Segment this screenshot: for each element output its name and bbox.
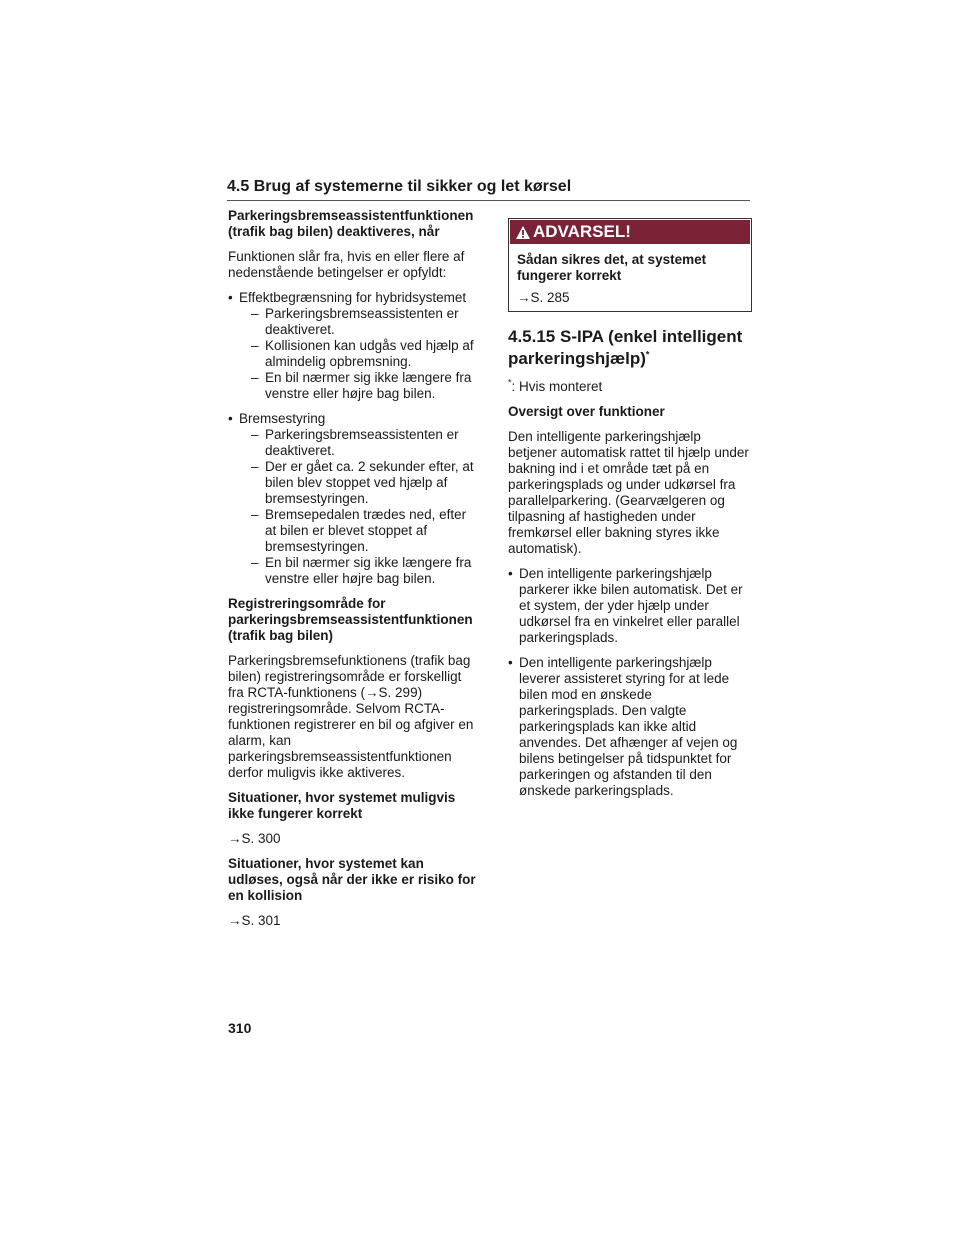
sub-list <box>239 306 476 402</box>
footnote: *: Hvis monteret <box>508 377 603 394</box>
list-item <box>228 290 476 402</box>
list-item: – Parkeringsbremseassistenten er deaktiveret. <box>251 427 476 459</box>
warning-triangle-icon <box>515 225 531 240</box>
list-item: – Parkeringsbremseassistenten er deaktiveret. <box>251 306 476 338</box>
section-title: 4.5.15 S-IPA (enkel intelligent parkeringshjælp)* <box>508 327 743 368</box>
list-item: • Den intelligente parkeringshjælp parkerer ikke bilen automatisk. Det er et system, der yder hjælp under udkørsel fra en vinkelret eller parallel parkeringsplads. <box>508 566 752 646</box>
list-item: – Bremsepedalen trædes ned, efter at bilen er blevet stoppet af bremsestyringen. <box>251 507 476 555</box>
warning-body <box>509 245 751 311</box>
list-item: – Der er gået ca. 2 sekunder efter, at bilen blev stoppet ved hjælp af bremsestyringen. <box>251 459 476 507</box>
section-header: 4.5 Brug af systemerne til sikker og let kørsel <box>227 178 750 201</box>
list-item <box>228 411 476 587</box>
page-reference-link[interactable]: →S. 285 <box>517 290 570 305</box>
heading-overview: Oversigt over funktioner <box>508 404 665 419</box>
heading-detection-range: Registreringsområde for parkeringsbremseassistentfunktionen (trafik bag bilen) <box>228 596 473 643</box>
bullet-label: Effektbegrænsning for hybridsystemet <box>239 290 467 305</box>
footnote-marker: * <box>508 377 512 388</box>
detection-paragraph: Parkeringsbremsefunktionens (trafik bag bilen) registreringsområde er forskelligt fra RCTA-funktionens (→S. 299) registreringsområde. Selvom RCTA-funktionen registrerer en bil og afgiver en alarm, kan parkeringsbremseassistentfunktionen derfor muligvis ikke aktiveres. <box>228 653 474 780</box>
list-item: – En bil nærmer sig ikke længere fra venstre eller højre bag bilen. <box>251 370 476 402</box>
list-item: • Den intelligente parkeringshjælp leverer assisteret styring for at lede bilen mod en ønskede parkeringsplads. Den valgte parkeringsplads kan ikke altid anvendes. Det afhænger af vejen og bilens betingelser på tidspunktet for parkeringen og afstanden til den ønskede parkeringsplads. <box>508 655 752 799</box>
warning-title: ADVARSEL! <box>533 222 631 241</box>
list-item: – En bil nærmer sig ikke længere fra venstre eller højre bag bilen. <box>251 555 476 587</box>
feature-list <box>508 566 752 799</box>
heading-deactivation: Parkeringsbremseassistentfunktionen (trafik bag bilen) deaktiveres, når <box>228 208 474 239</box>
intro-paragraph: Funktionen slår fra, hvis en eller flere af nedenstående betingelser er opfyldt: <box>228 249 465 280</box>
bullet-label: Bremsestyring <box>239 411 326 426</box>
heading-false-trigger: Situationer, hvor systemet kan udløses, også når der ikke er risiko for en kollision <box>228 856 476 903</box>
overview-paragraph: Den intelligente parkeringshjælp betjener automatisk rattet til hjælp under bakning ind i et område tæt på en parkeringsplads og under udkørsel fra parallelparkering. (Gearvælgeren og tilpasning af hastigheden under fremkørsel eller bakning styres ikke automatisk). <box>508 429 749 556</box>
sub-list <box>239 427 476 587</box>
page-reference-link[interactable]: →S. 301 <box>228 913 281 928</box>
warning-header <box>510 220 750 244</box>
footnote-marker: * <box>645 349 650 360</box>
warning-subtitle: Sådan sikres det, at systemet fungerer korrekt <box>517 252 707 283</box>
left-column <box>228 208 476 929</box>
heading-malfunction: Situationer, hvor systemet muligvis ikke fungerer korrekt <box>228 790 456 821</box>
condition-list <box>228 290 476 587</box>
page-reference-link[interactable]: →S. 300 <box>228 831 281 846</box>
right-column <box>508 208 752 799</box>
page-number: 310 <box>228 1020 252 1036</box>
warning-box <box>508 218 752 312</box>
list-item: – Kollisionen kan udgås ved hjælp af almindelig opbremsning. <box>251 338 476 370</box>
